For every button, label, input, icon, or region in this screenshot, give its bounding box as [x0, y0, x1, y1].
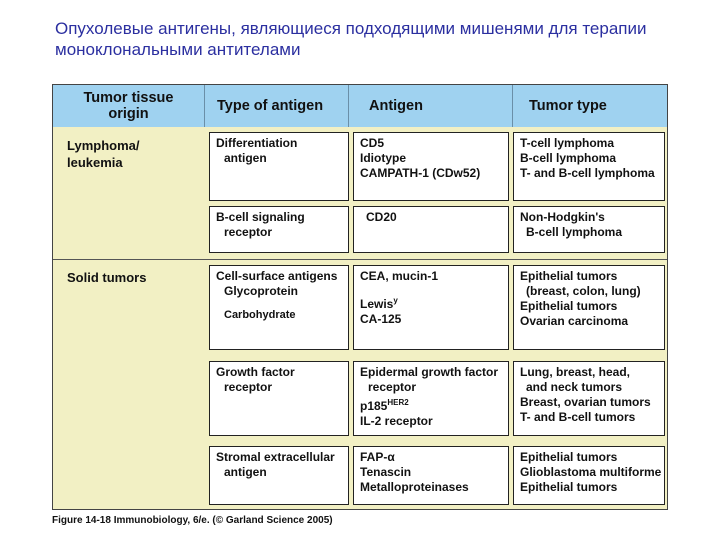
cell-text: Stromal extracellular: [216, 450, 335, 464]
cell-tumor-lung-breast: [513, 361, 665, 436]
cell-tumor-epithelial: [513, 265, 665, 350]
cell-text: Cell-surface antigens: [216, 269, 338, 283]
cell-text: IL-2 receptor: [360, 414, 433, 428]
header-type-of-antigen: Type of antigen: [205, 85, 349, 127]
cell-text-p185: [360, 395, 502, 414]
cell-text: CD20: [366, 210, 397, 224]
cell-text: Idiotype: [360, 151, 407, 165]
cell-text: T- and B-cell tumors: [520, 410, 636, 424]
cell-text: Breast, ovarian tumors: [520, 395, 651, 409]
header-tumor-tissue-origin: [53, 85, 205, 127]
cell-type-b-cell-signaling: [209, 206, 349, 253]
cell-text: receptor: [224, 225, 273, 239]
cell-text: CEA, mucin-1: [360, 269, 439, 283]
cell-type-growth-factor: [209, 361, 349, 436]
lewis-superscript: y: [393, 296, 398, 305]
cell-text: Epidermal growth factor: [360, 365, 499, 379]
antigen-table-figure: [52, 84, 668, 510]
cell-text: Ovarian carcinoma: [520, 314, 629, 328]
group-divider: [53, 259, 667, 260]
cell-tumor-glioblastoma: [513, 446, 665, 505]
origin-line: Lymphoma/: [67, 138, 140, 153]
cell-text: B-cell lymphoma: [520, 151, 617, 165]
cell-text: Tenascin: [360, 465, 412, 479]
cell-tumor-lymphoma: [513, 132, 665, 201]
header-origin-line2: origin: [108, 106, 149, 122]
cell-text: T- and B-cell lymphoma: [520, 166, 655, 180]
cell-text: FAP-α: [360, 450, 395, 464]
cell-text: receptor: [224, 380, 273, 394]
cell-tumor-non-hodgkins: [513, 206, 665, 253]
cell-text: antigen: [224, 465, 267, 479]
cell-text: Metalloproteinases: [360, 480, 469, 494]
cell-type-stromal: [209, 446, 349, 505]
header-origin-line1: Tumor tissue: [83, 90, 174, 106]
cell-text: antigen: [224, 151, 267, 165]
cell-text: Epithelial tumors: [520, 450, 618, 464]
cell-text: Glycoprotein: [224, 284, 299, 298]
cell-text: Epithelial tumors: [520, 269, 618, 283]
origin-solid-tumors: Solid tumors: [67, 270, 147, 285]
cell-text: T-cell lymphoma: [520, 136, 615, 150]
cell-text: B-cell lymphoma: [526, 225, 623, 239]
cell-text: B-cell signaling: [216, 210, 305, 224]
slide-title: Опухолевые антигены, являющиеся подходящими мишенями для терапии моноклональными антителами: [55, 19, 647, 59]
cell-text: Glioblastoma multiforme: [520, 465, 662, 479]
cell-text: and neck tumors: [526, 380, 623, 394]
lewis-text: Lewis: [360, 297, 394, 311]
cell-text: Lung, breast, head,: [520, 365, 631, 379]
cell-text: Carbohydrate: [224, 309, 296, 321]
cell-text: CD5: [360, 136, 385, 150]
her2-superscript: HER2: [387, 398, 409, 407]
cell-text: Differentiation: [216, 136, 298, 150]
cell-text: Epithelial tumors: [520, 299, 618, 313]
figure-caption: Figure 14-18 Immunobiology, 6/e. (© Garland Science 2005): [52, 515, 333, 526]
cell-antigen-egf: [353, 361, 509, 436]
cell-type-cell-surface-antigens: [209, 265, 349, 350]
origin-lymphoma-leukemia: [67, 137, 139, 171]
cell-antigen-cd20: [353, 206, 509, 253]
cell-text: CA-125: [360, 312, 402, 326]
cell-antigen-cea: [353, 265, 509, 350]
cell-text: CAMPATH-1 (CDw52): [360, 166, 481, 180]
cell-antigen-fap: [353, 446, 509, 505]
cell-text: Growth factor: [216, 365, 295, 379]
cell-text: Non-Hodgkin's: [520, 210, 605, 224]
header-tumor-type: Tumor type: [513, 85, 667, 127]
cell-text-lewis: [360, 293, 502, 312]
cell-type-differentiation: [209, 132, 349, 201]
cell-text: receptor: [368, 380, 417, 394]
p185-text: p185: [360, 399, 388, 413]
cell-text: (breast, colon, lung): [526, 284, 641, 298]
origin-line: leukemia: [67, 155, 123, 170]
cell-text: Epithelial tumors: [520, 480, 618, 494]
header-antigen: Antigen: [349, 85, 513, 127]
cell-antigen-cd5: [353, 132, 509, 201]
